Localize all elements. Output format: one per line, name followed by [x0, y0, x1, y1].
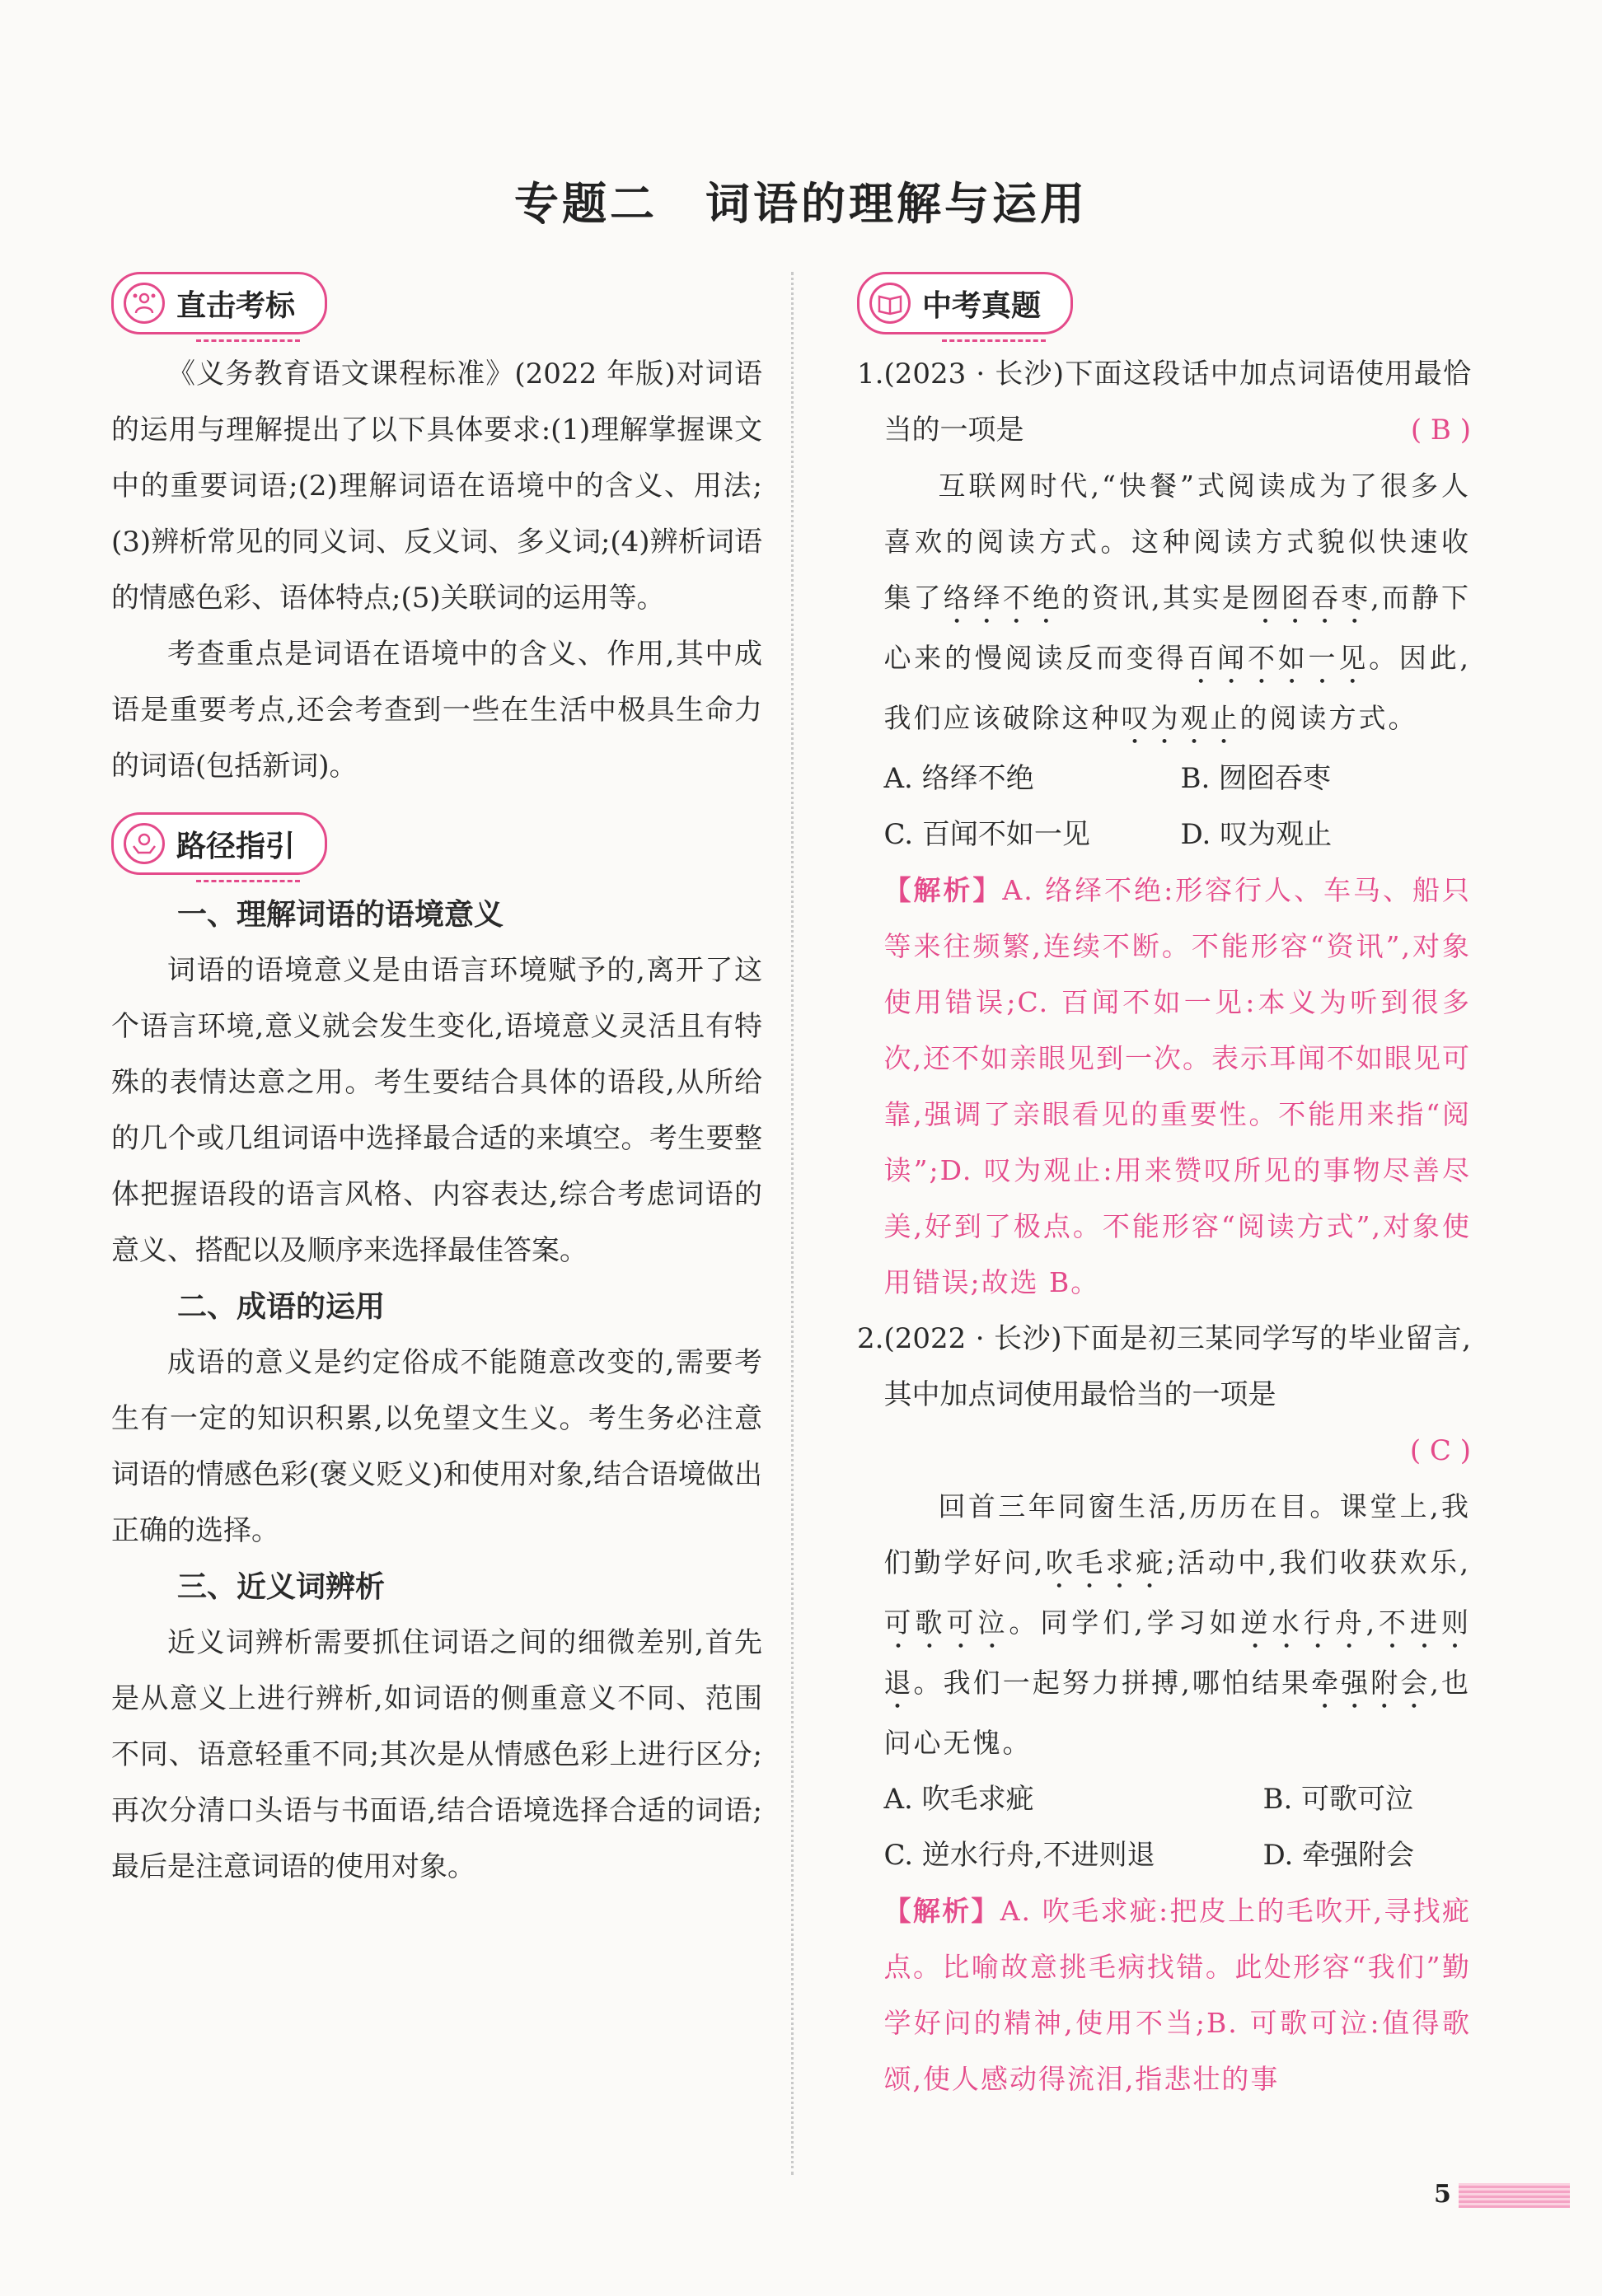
- option-a: A. 络绎不绝: [883, 762, 1034, 795]
- intro-paragraph-2: 考查重点是词语在语境中的含义、作用,其中成语是重要考点,还会考查到一些在生活中极具生命力的词语(包括新词)。: [111, 638, 762, 783]
- section-badge-standards: [111, 272, 327, 334]
- section-badge-guide: [111, 812, 327, 875]
- dotted-word: 囫囵吞枣: [1251, 582, 1371, 614]
- people-icon: [124, 283, 165, 324]
- right-column: [857, 272, 1471, 2107]
- section-text-1: 词语的语境意义是由语言环境赋予的,离开了这个语言环境,意义就会发生变化,语境意义灵活且有特殊的表情达意之用。考生要结合具体的语段,从所给的几个或几组词语中选择最合适的来填空。考生要整体把握语段的语言风格、内容表达,综合考虑词语的意义、搭配以及顺序来选择最佳答案。: [111, 954, 762, 1267]
- section-badge-exam: [857, 272, 1073, 334]
- options: [883, 751, 1471, 863]
- question-stem: (2022 · 长沙)下面是初三某同学写的毕业留言,其中加点词使用最恰当的一项是: [883, 1322, 1471, 1411]
- badge-label: 直击考标: [176, 288, 296, 323]
- dotted-word: 牵强附会: [1311, 1667, 1431, 1699]
- option-c: C. 百闻不如一见: [883, 818, 1090, 851]
- option-d: D. 牵强附会: [1262, 1839, 1415, 1872]
- dotted-word: 可歌可泣: [883, 1606, 1009, 1639]
- badge-label: 中考真题: [922, 288, 1042, 323]
- question-passage: 回首三年同窗生活,历历在目。课堂上,我们勤学好问,吹毛求疵;活动中,我们收获欢乐,可歌可泣。同学们,学习如逆水行舟,不进则退。我们一起努力拼搏,哪怕结果牵强附会,也问心无愧。: [883, 1490, 1471, 1759]
- option-b: B. 可歌可泣: [1262, 1783, 1414, 1816]
- question-stem: (2023 · 长沙)下面这段话中加点词语使用最恰当的一项是 ( B ): [883, 346, 1471, 458]
- question-passage: 互联网时代,“快餐”式阅读成为了很多人喜欢的阅读方式。这种阅读方式貌似快速收集了络绎不绝的资讯,其实是囫囵吞枣,而静下心来的慢阅读反而变得百闻不如一见。因此,我们应该破除这种叹为观止的阅读方式。: [883, 470, 1472, 734]
- hands-icon: [124, 823, 165, 864]
- intro-paragraph-1: 《义务教育语文课程标准》(2022 年版)对词语的运用与理解提出了以下具体要求:(1)理解掌握课文中的重要词语;(2)理解词语在语境中的含义、用法;(3)辨析常见的同义词、反义词、多义词;(4)辨析词语的情感色彩、语体特点;(5)关联词的运用等。: [111, 358, 762, 615]
- column-divider: [791, 272, 794, 2175]
- answer-badge: ( C ): [1409, 1434, 1471, 1467]
- section-heading-2: 二、成语的运用: [177, 1289, 386, 1324]
- option-d: D. 叹为观止: [1180, 818, 1333, 851]
- question-number: 2.: [857, 1322, 884, 1355]
- page-number: 5: [1434, 2180, 1451, 2209]
- option-a: A. 吹毛求疵: [883, 1783, 1034, 1816]
- dotted-word: 络绎不绝: [943, 582, 1062, 614]
- analysis: 【解析】A. 络绎不绝:形容行人、车马、船只等来往频繁,连续不断。不能形容“资讯”,对象使用错误;C. 百闻不如一见:本义为听到很多次,还不如亲眼见到一次。表示耳闻不如眼见可靠,强调了亲眼看见的重要性。不能用来指“阅读”;D. 叹为观止:用来赞叹所见的事物尽善尽美,好到了极点。不能形容“阅读方式”,对象使用错误;故选 B。: [883, 874, 1471, 1298]
- question-2: [857, 1311, 1471, 2107]
- left-column: [111, 272, 762, 1895]
- question-1: [857, 346, 1471, 1311]
- page-title: 专题二 词语的理解与运用: [514, 177, 1088, 230]
- analysis: 【解析】A. 吹毛求疵:把皮上的毛吹开,寻找疵点。比喻故意挑毛病找错。此处形容“我们”勤学好问的精神,使用不当;B. 可歌可泣:值得歌颂,使人感动得流泪,指悲壮的事: [883, 1895, 1472, 2095]
- option-b: B. 囫囵吞枣: [1180, 762, 1332, 795]
- section-text-2: 成语的意义是约定俗成不能随意改变的,需要考生有一定的知识积累,以免望文生义。考生务必注意词语的情感色彩(褒义贬义)和使用对象,结合语境做出正确的选择。: [111, 1346, 762, 1547]
- dotted-word: 逆水行舟,不进则退: [883, 1606, 1471, 1699]
- dotted-word: 叹为观止: [1121, 702, 1240, 734]
- option-c: C. 逆水行舟,不进则退: [883, 1839, 1155, 1872]
- section-heading-3: 三、近义词辨析: [177, 1569, 386, 1604]
- section-heading-1: 一、理解词语的语境意义: [177, 897, 504, 932]
- question-number: 1.: [857, 358, 884, 390]
- dotted-word: 百闻不如一见: [1187, 642, 1370, 674]
- dotted-word: 吹毛求疵: [1045, 1546, 1166, 1578]
- section-text-3: 近义词辨析需要抓住词语之间的细微差别,首先是从意义上进行辨析,如词语的侧重意义不同、范围不同、语意轻重不同;其次是从情感色彩上进行区分;再次分清口头语与书面语,结合语境选择合适的词语;最后是注意词语的使用对象。: [111, 1626, 762, 1883]
- footer-decoration: [1459, 2183, 1570, 2208]
- book-icon: [869, 283, 911, 324]
- options: [883, 1771, 1471, 1883]
- answer-badge: ( B ): [1410, 414, 1471, 447]
- badge-label: 路径指引: [176, 829, 296, 863]
